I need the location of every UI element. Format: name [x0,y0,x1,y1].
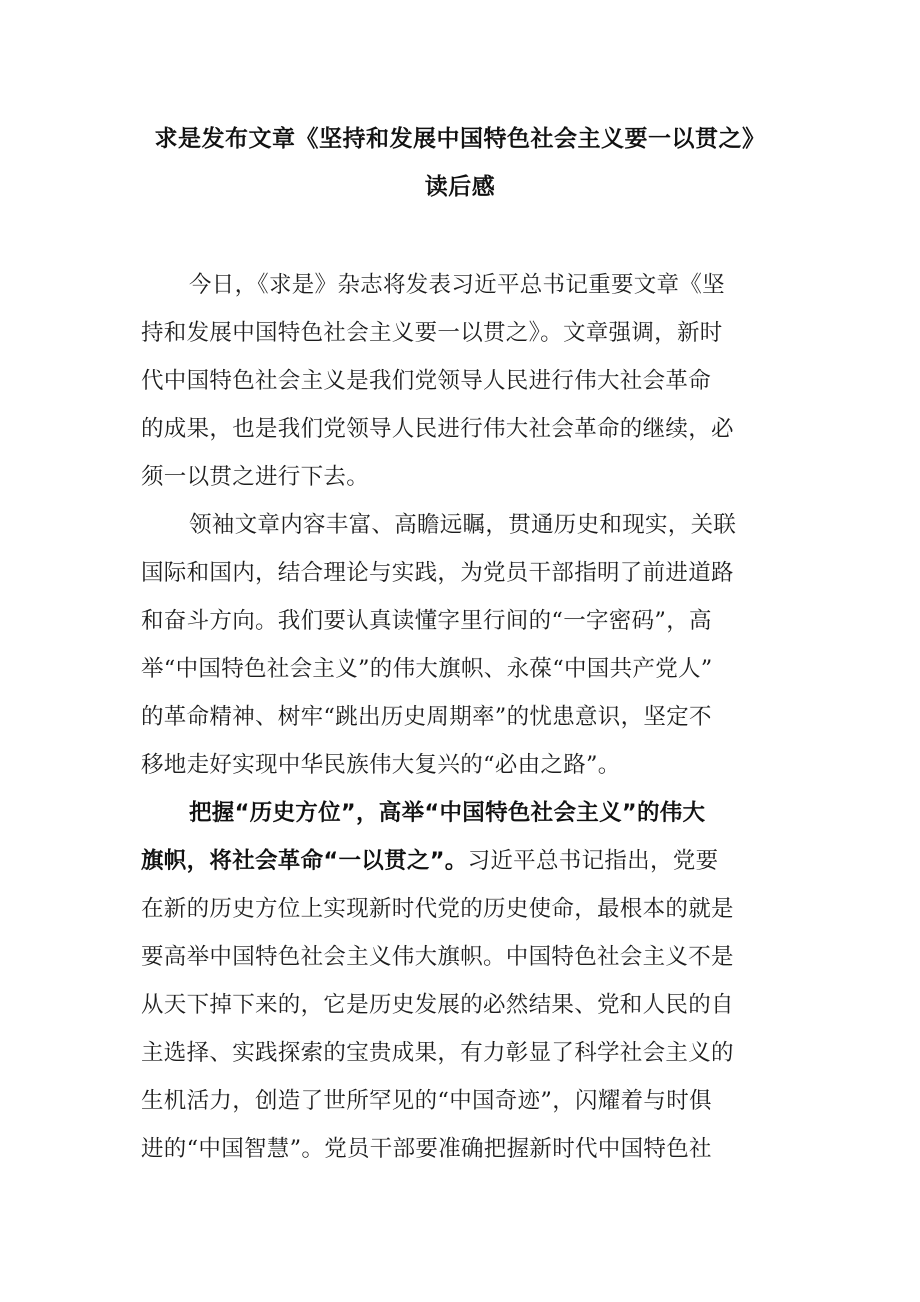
paragraph-1-line-4: 的成果，也是我们党领导人民进行伟大社会革命的继续，必 [141,416,734,442]
paragraph-1-line-2: 持和发展中国特色社会主义要一以贯之》。文章强调，新时 [141,320,723,346]
document-title-line-1: 求是发布文章《坚持和发展中国特色社会主义要一以贯之》 [154,126,766,152]
paragraph-2-line-2: 国际和国内，结合理论与实践，为党员干部指明了前进道路 [141,560,734,586]
paragraph-3-line-2 [141,843,718,875]
paragraph-2-line-3: 和奋斗方向。我们要认真读懂字里行间的“一字密码”，高 [141,608,712,634]
paragraph-1-line-5: 须一以贯之进行下去。 [141,464,370,490]
paragraph-3-line-3: 在新的历史方位上实现新时代党的历史使命，最根本的就是 [141,896,734,922]
paragraph-2-line-6: 移地走好实现中华民族伟大复兴的“必由之路”。 [141,752,621,778]
paragraph-1-line-1: 今日，《求是》杂志将发表习近平总书记重要文章《坚 [189,272,725,298]
paragraph-3-heading-line-2: 旗帜，将社会革命“一以贯之”。 [141,848,468,874]
document-title-line-2: 读后感 [424,174,496,200]
paragraph-3-heading-line-1: 把握“历史方位”，高举“中国特色社会主义”的伟大 [189,800,706,826]
paragraph-2-line-5: 的革命精神、树牢“跳出历史周期率”的忧患意识，坚定不 [141,704,712,730]
paragraph-3-line-5: 从天下掉下来的，它是历史发展的必然结果、党和人民的自 [141,992,734,1018]
paragraph-3-line-8: 进的“中国智慧”。党员干部要准确把握新时代中国特色社 [141,1136,712,1162]
paragraph-2-line-4: 举“中国特色社会主义”的伟大旗帜、永葆“中国共产党人” [141,656,713,682]
paragraph-3-line-7: 生机活力，创造了世所罕见的“中国奇迹”，闪耀着与时俱 [141,1088,712,1114]
paragraph-1-line-3: 代中国特色社会主义是我们党领导人民进行伟大社会革命 [141,368,712,394]
paragraph-3-line-4: 要高举中国特色社会主义伟大旗帜。中国特色社会主义不是 [141,944,734,970]
paragraph-3-line-2-rest: 习近平总书记指出，党要 [467,848,719,874]
paragraph-3-line-6: 主选择、实践探索的宝贵成果，有力彰显了科学社会主义的 [141,1040,734,1066]
paragraph-2-line-1: 领袖文章内容丰富、高瞻远瞩，贯通历史和现实，关联 [189,512,737,538]
